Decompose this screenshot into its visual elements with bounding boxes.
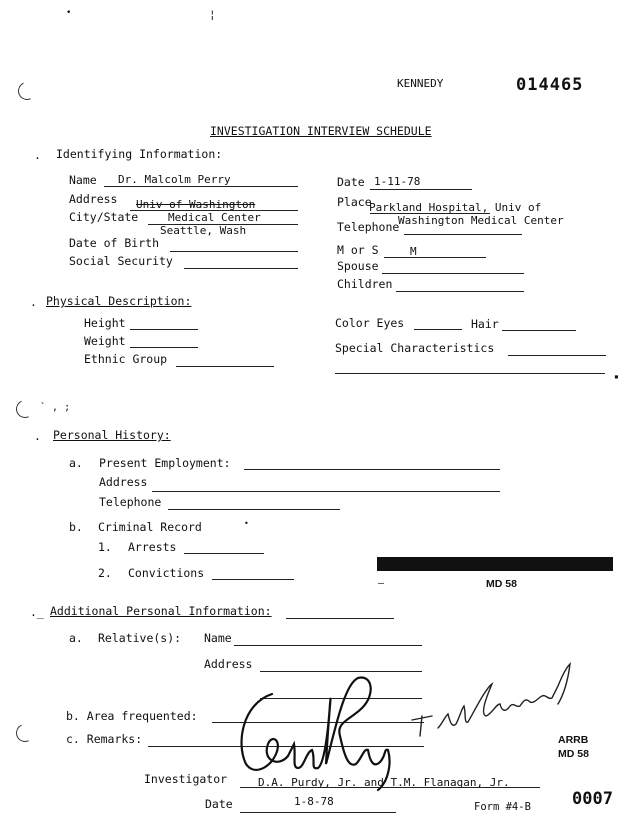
- children-label: Children: [337, 277, 393, 291]
- dob-label: Date of Birth: [69, 236, 160, 250]
- bullet: .: [34, 148, 41, 162]
- scan-speck: ¦: [209, 8, 216, 21]
- city-state-value-2: Seattle, Wash: [160, 224, 247, 237]
- bullet: ._: [30, 605, 44, 619]
- address-label: Address: [69, 192, 118, 206]
- investigator-label: Investigator: [144, 772, 228, 786]
- address-value: Univ of Washington: [136, 198, 256, 211]
- section-identifying: Identifying Information:: [56, 147, 223, 161]
- place-value: Parkland Hospital, Univ of: [369, 201, 542, 214]
- city-state-label: City/State: [69, 210, 139, 224]
- relatives-address-label: Address: [204, 657, 253, 671]
- telephone-line: [404, 234, 522, 235]
- bullet: .: [34, 429, 41, 443]
- remarks-label: c. Remarks:: [66, 732, 143, 746]
- criminal-record-label: Criminal Record: [98, 520, 202, 534]
- footer-date-label: Date: [205, 797, 233, 811]
- marital-status-value: M: [410, 245, 417, 258]
- punch-hole-bottom: [13, 721, 36, 744]
- special-characteristics-label: Special Characteristics: [335, 341, 495, 355]
- ethnic-group-label: Ethnic Group: [84, 352, 168, 366]
- social-security-line: [184, 268, 298, 269]
- section-additional: Additional Personal Information:: [50, 604, 272, 618]
- date-label: Date: [337, 175, 365, 189]
- arrb-stamp-md58: MD 58: [558, 748, 589, 760]
- form-title: INVESTIGATION INTERVIEW SCHEDULE: [210, 124, 432, 138]
- color-eyes-line: [414, 329, 462, 330]
- employment-telephone-line: [168, 509, 340, 510]
- item-a-marker: a.: [69, 456, 83, 470]
- marital-status-label: M or S: [337, 243, 379, 257]
- relatives-name-label: Name: [204, 631, 232, 645]
- convictions-number: 2.: [98, 566, 112, 580]
- date-value: 1-11-78: [374, 175, 421, 188]
- section-personal-history: Personal History:: [53, 428, 171, 442]
- employment-address-line: [152, 491, 500, 492]
- page-number: 0007: [572, 789, 613, 809]
- relatives-name-line: [234, 645, 422, 646]
- color-eyes-label: Color Eyes: [335, 316, 405, 330]
- name-label: Name: [69, 173, 97, 187]
- city-state-value: Medical Center: [168, 211, 261, 224]
- special-characteristics-line: [508, 355, 606, 356]
- redaction-bar: [377, 557, 613, 571]
- bullet: .: [30, 295, 37, 309]
- dash-mark: –: [378, 578, 385, 589]
- md58-stamp: MD 58: [486, 578, 517, 590]
- marital-status-line: [384, 257, 486, 258]
- telephone-label: Telephone: [337, 220, 400, 234]
- relatives-label: Relative(s):: [98, 631, 182, 645]
- area-frequented-label: b. Area frequented:: [66, 709, 198, 723]
- signature-flanagan: [406, 658, 582, 738]
- date-line: [370, 189, 472, 190]
- convictions-label: Convictions: [128, 566, 205, 580]
- item-a-marker-2: a.: [69, 631, 83, 645]
- hair-line: [502, 330, 576, 331]
- arrests-label: Arrests: [128, 540, 177, 554]
- document-number: 014465: [516, 75, 584, 95]
- scan-speck: •: [66, 8, 72, 18]
- weight-label: Weight: [84, 334, 126, 348]
- spouse-label: Spouse: [337, 259, 379, 273]
- name-line: [104, 186, 298, 187]
- employment-telephone-label: Telephone: [99, 495, 162, 509]
- section-physical: Physical Description:: [46, 294, 192, 308]
- present-employment-label: Present Employment:: [99, 456, 231, 470]
- height-label: Height: [84, 316, 126, 330]
- employment-address-label: Address: [99, 475, 148, 489]
- investigator-value: D.A. Purdy, Jr. and T.M. Flanagan, Jr.: [258, 776, 510, 789]
- dob-line: [170, 251, 298, 252]
- scan-speck: •: [244, 519, 249, 528]
- arrests-line: [184, 553, 264, 554]
- footer-date-line: [240, 812, 396, 813]
- place-line: [370, 213, 490, 214]
- form-number: Form #4-B: [474, 801, 531, 813]
- present-employment-line: [244, 469, 500, 470]
- punch-hole-top: [15, 79, 38, 102]
- header-kennedy: KENNEDY: [397, 77, 444, 90]
- weight-line: [130, 347, 198, 348]
- special-characteristics-line-2: [335, 373, 605, 374]
- hair-label: Hair: [471, 317, 499, 331]
- name-value: Dr. Malcolm Perry: [118, 173, 231, 186]
- item-b-marker: b.: [69, 520, 83, 534]
- height-line: [130, 329, 198, 330]
- place-value-2: Washington Medical Center: [398, 214, 564, 227]
- scan-marks: ` , ;: [40, 402, 71, 413]
- signature-purdy: [232, 664, 402, 794]
- convictions-line: [212, 579, 294, 580]
- arrests-number: 1.: [98, 540, 112, 554]
- social-security-label: Social Security: [69, 254, 173, 268]
- children-line: [396, 291, 524, 292]
- arrb-stamp: ARRB: [558, 734, 589, 746]
- place-label: Place: [337, 195, 372, 209]
- additional-line: [286, 618, 394, 619]
- ethnic-group-line: [176, 366, 274, 367]
- punch-hole-middle: [13, 397, 36, 420]
- scan-speck: ▪: [614, 372, 619, 381]
- spouse-line: [382, 273, 524, 274]
- footer-date-value: 1-8-78: [294, 795, 334, 808]
